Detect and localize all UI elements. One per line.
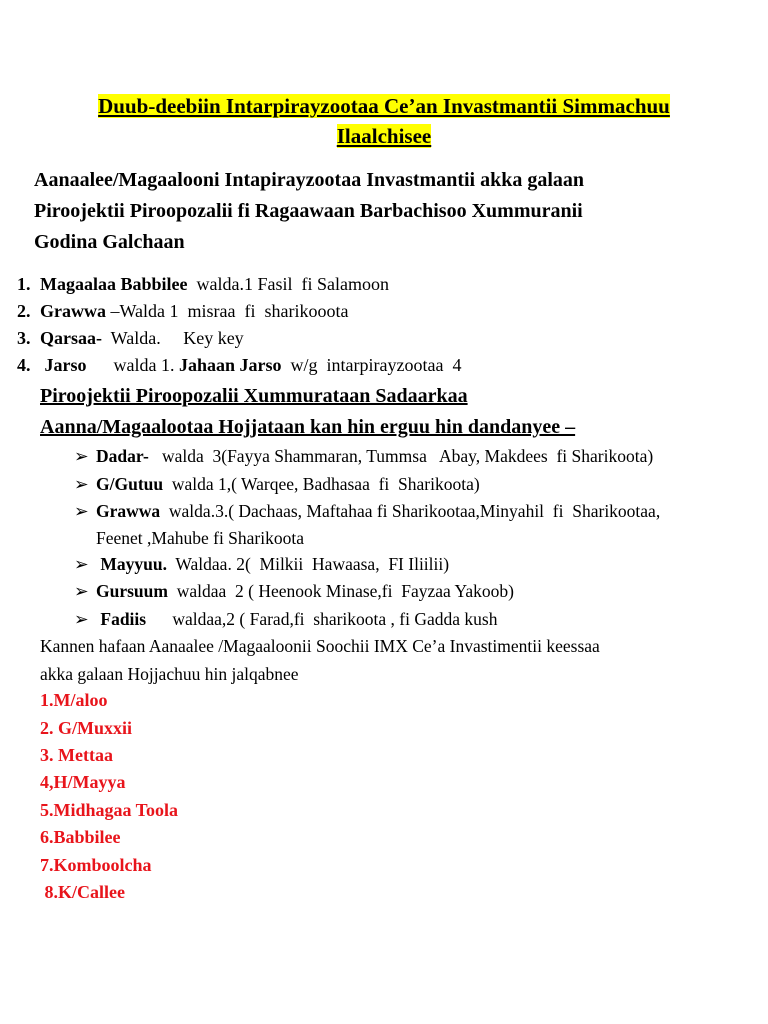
list-number: 1. xyxy=(17,274,31,294)
intro-line-3: Godina Galchaan xyxy=(34,231,185,253)
subheading-line-2: Aanna/Magaalootaa Hojjataan kan hin erguu hin dandanyee – xyxy=(40,416,576,438)
bullet-item-name: Grawwa xyxy=(96,501,161,521)
list-item-text: –Walda 1 misraa fi sharikooota xyxy=(106,301,349,321)
document-title-line-1 xyxy=(0,94,768,119)
numbered-list-item xyxy=(17,274,389,295)
bullet-item xyxy=(74,446,653,467)
bullet-item xyxy=(74,609,497,630)
list-item-text: Walda. Key key xyxy=(102,328,244,348)
list-item-name: Qarsaa- xyxy=(40,328,102,348)
bullet-item-text: walda 1,( Warqee, Badhasaa fi Sharikoota) xyxy=(163,474,480,494)
bullet-item-name: G/Gutuu xyxy=(96,474,164,494)
bullet-item-name: Mayyuu. xyxy=(96,554,167,574)
bullet-item xyxy=(74,501,660,522)
red-list-item: 8.K/Callee xyxy=(40,882,125,902)
list-item-name: Jahaan Jarso xyxy=(178,355,282,375)
numbered-list-item xyxy=(17,328,244,349)
bullet-item-text: walda.3.( Dachaas, Maftahaa fi Sharikootaa,Minyahil fi Sharikootaa, xyxy=(160,501,661,521)
subheading-line-1: Piroojektii Piroopozalii Xummurataan Sadaarkaa xyxy=(40,385,468,407)
numbered-list-item xyxy=(17,355,461,376)
bullet-item-continuation: Feenet ,Mahube fi Sharikoota xyxy=(96,528,305,548)
arrowhead-bullet-icon: ➢ xyxy=(74,474,89,494)
list-number: 3. xyxy=(17,328,31,348)
arrowhead-bullet-icon: ➢ xyxy=(74,609,89,629)
list-number: 2. xyxy=(17,301,31,321)
red-list-item: 4,H/Mayya xyxy=(40,772,126,792)
bullet-item-name: Gursuum xyxy=(96,581,168,601)
red-list-item: 7.Komboolcha xyxy=(40,855,152,875)
list-item-name: Jarso xyxy=(40,355,87,375)
arrowhead-bullet-icon: ➢ xyxy=(74,501,89,521)
bullet-item-text: waldaa 2 ( Heenook Minase,fi Fayzaa Yakoob) xyxy=(167,581,514,601)
red-list-item: 2. G/Muxxii xyxy=(40,718,133,738)
list-item-text: w/g intarpirayzootaa 4 xyxy=(281,355,462,375)
bullet-item-text: walda 3(Fayya Shammaran, Tummsa Abay, Makdees fi Sharikoota) xyxy=(148,446,654,466)
list-number: 4. xyxy=(17,355,31,375)
red-list-item: 1.M/aloo xyxy=(40,690,108,710)
highlighted-title-text: Duub-deebiin Intarpirayzootaa Ce’an Invastmantii Simmachuu xyxy=(98,94,670,118)
intro-line-2: Piroojektii Piroopozalii fi Ragaawaan Barbachisoo Xummuranii xyxy=(34,200,583,222)
list-item-text: walda 1. xyxy=(86,355,179,375)
arrowhead-bullet-icon: ➢ xyxy=(74,446,89,466)
red-list-item: 3. Mettaa xyxy=(40,745,113,765)
highlighted-title-text: Ilaalchisee xyxy=(336,124,432,148)
intro-line-1: Aanaalee/Magaalooni Intapirayzootaa Invastmantii akka galaan xyxy=(34,169,585,191)
bullet-item xyxy=(74,474,480,495)
list-item-name: Magaalaa Babbilee xyxy=(40,274,188,294)
document-title-line-2 xyxy=(0,124,768,149)
red-list-item: 6.Babbilee xyxy=(40,827,121,847)
numbered-list-item xyxy=(17,301,348,322)
arrowhead-bullet-icon: ➢ xyxy=(74,554,89,574)
closing-line-1: Kannen hafaan Aanaalee /Magaaloonii Soochii IMX Ce’a Invastimentii keessaa xyxy=(40,636,600,656)
arrowhead-bullet-icon: ➢ xyxy=(74,581,89,601)
bullet-item xyxy=(74,554,449,575)
bullet-item-name: Fadiis xyxy=(96,609,147,629)
list-item-name: Grawwa xyxy=(40,301,106,321)
bullet-item-text: Waldaa. 2( Milkii Hawaasa, FI Iliilii) xyxy=(166,554,450,574)
bullet-item-name: Dadar- xyxy=(96,446,149,466)
list-item-text: walda.1 Fasil fi Salamoon xyxy=(187,274,389,294)
bullet-item xyxy=(74,581,514,602)
closing-line-2: akka galaan Hojjachuu hin jalqabnee xyxy=(40,664,299,684)
red-list-item: 5.Midhagaa Toola xyxy=(40,800,179,820)
bullet-item-text: waldaa,2 ( Farad,fi sharikoota , fi Gadda kush xyxy=(146,609,498,629)
